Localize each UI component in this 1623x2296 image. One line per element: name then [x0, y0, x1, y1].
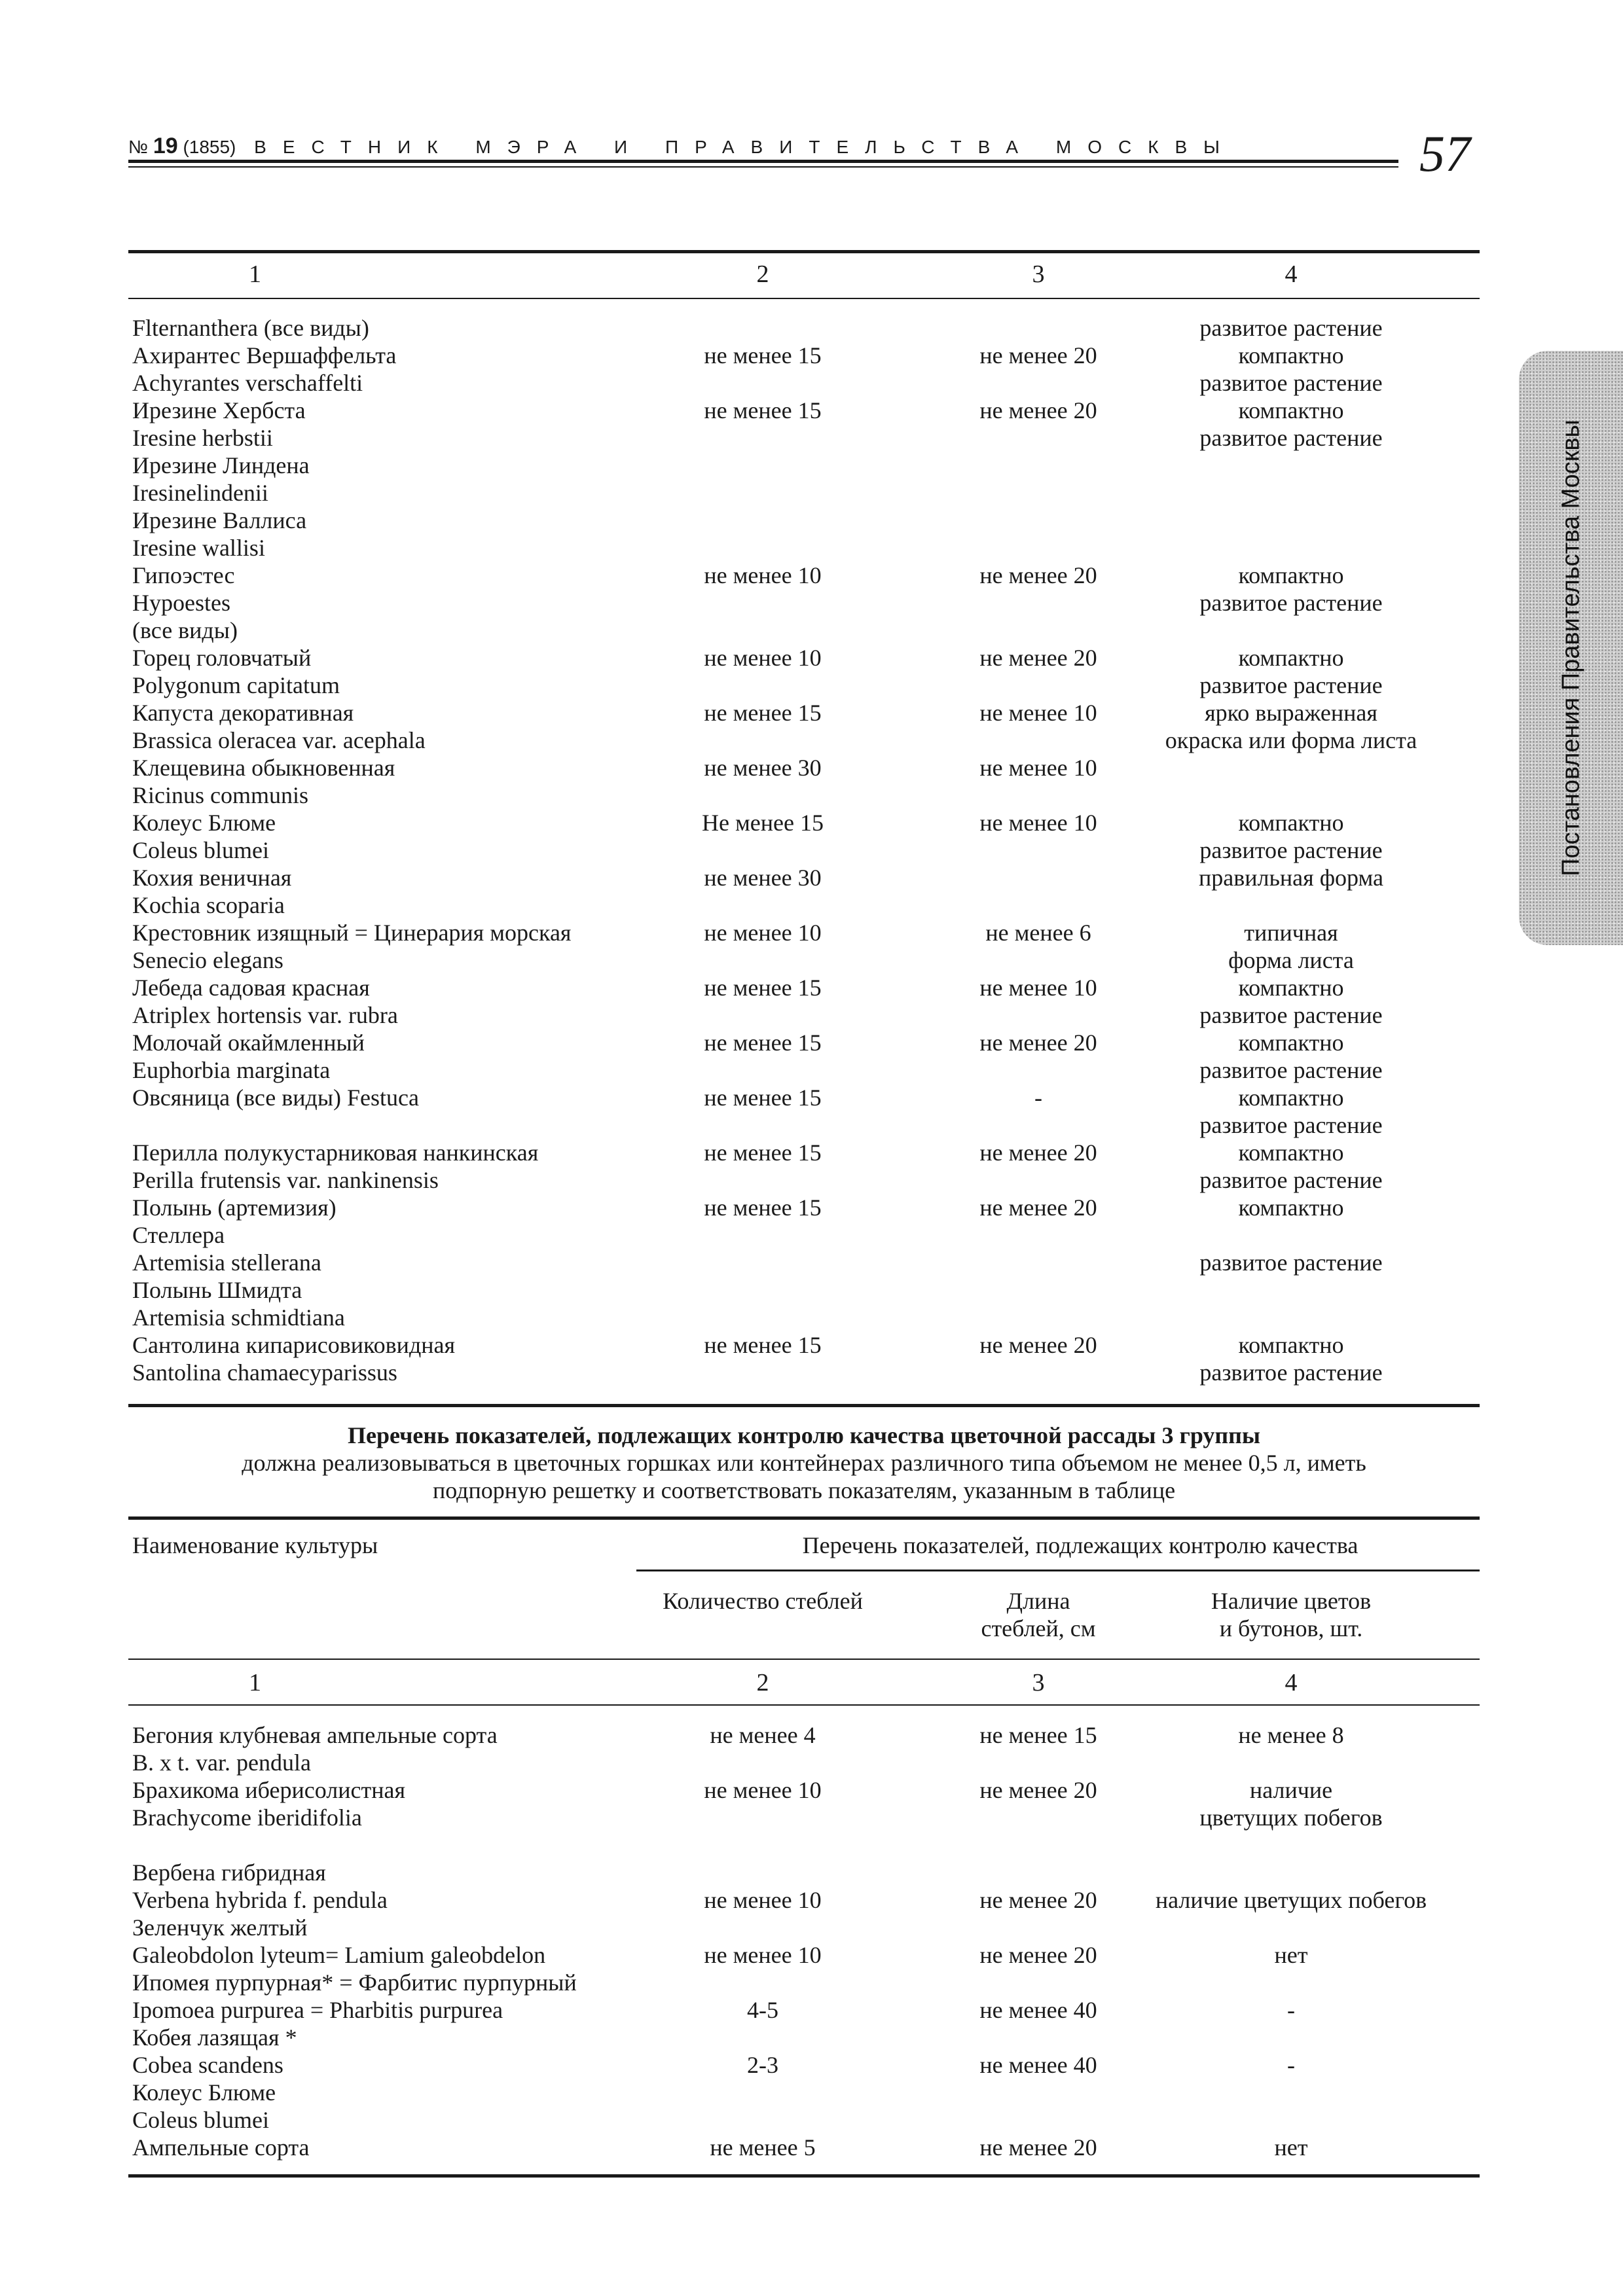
- table1-row-37-col-3: не менее 20: [979, 1332, 1097, 1358]
- table1-row-18-col-4: компактно: [1238, 810, 1344, 836]
- table1-row-13-col-4: развитое растение: [1199, 672, 1383, 698]
- table1-row-36-col-1: Artemisia schmidtiana: [132, 1304, 345, 1331]
- table1-row-10-col-4: развитое растение: [1199, 590, 1383, 616]
- table2-top-rule: [128, 1516, 1480, 1520]
- table2-row-6-col-4: наличие цветущих побегов: [1155, 1887, 1427, 1913]
- table2-row-6-col-1: Verbena hybrida f. pendula: [132, 1887, 388, 1913]
- table1-row-21-col-1: Kochia scoparia: [132, 892, 285, 918]
- table1-row-3-col-4: компактно: [1238, 397, 1344, 423]
- table2-head-stems: Количество стеблей: [663, 1588, 863, 1614]
- table1-row-23-col-1: Senecio elegans: [132, 947, 283, 973]
- table2-row-10-col-3: не менее 40: [979, 1997, 1097, 2023]
- header-rule-thin: [128, 166, 1398, 168]
- table1-header-rule: [128, 298, 1480, 299]
- table1-row-37-col-1: Сантолина кипарисовиковидная: [132, 1332, 456, 1358]
- table2-row-15-col-2: не менее 5: [710, 2134, 816, 2161]
- table2-row-6-col-3: не менее 20: [979, 1887, 1097, 1913]
- table1-row-22-col-3: не менее 6: [985, 920, 1091, 946]
- header-rule: [128, 160, 1398, 163]
- table2-row-14-col-1: Coleus blumei: [132, 2107, 269, 2133]
- table1-row-12-col-1: Горец головчатый: [132, 645, 312, 671]
- table1-row-8-col-1: Iresine wallisi: [132, 535, 265, 561]
- table1-row-24-col-3: не менее 10: [979, 975, 1097, 1001]
- table1-row-37-col-2: не менее 15: [704, 1332, 822, 1358]
- table1-row-14-col-4: ярко выраженная: [1205, 700, 1377, 726]
- table1-row-12-col-3: не менее 20: [979, 645, 1097, 671]
- table1-row-14-col-2: не менее 15: [704, 700, 822, 726]
- table1-row-4-col-1: Iresine herbstii: [132, 425, 273, 451]
- table1-row-12-col-4: компактно: [1238, 645, 1344, 671]
- table1-row-34-col-1: Artemisia stellerana: [132, 1249, 321, 1276]
- running-header: [128, 128, 1398, 181]
- table2-row-12-col-2: 2-3: [747, 2052, 778, 2078]
- table2-colnum-2: 2: [756, 1669, 769, 1696]
- section3-subtitle-line2: подпорную решетку и соответствовать показателям, указанным в таблице: [432, 1477, 1176, 1503]
- table1-row-3-col-2: не менее 15: [704, 397, 822, 423]
- table1-row-24-col-1: Лебеда садовая красная: [132, 975, 370, 1001]
- table1-row-3-col-3: не менее 20: [979, 397, 1097, 423]
- table1-row-1-col-4: компактно: [1238, 342, 1344, 368]
- table1-colnum-3: 3: [1032, 260, 1045, 288]
- table2-head-group: Перечень показателей, подлежащих контролю качества: [802, 1532, 1359, 1558]
- table1-row-18-col-2: Не менее 15: [702, 810, 824, 836]
- table1-row-9-col-4: компактно: [1238, 562, 1344, 588]
- table2-row-8-col-3: не менее 20: [979, 1942, 1097, 1968]
- table1-row-37-col-4: компактно: [1238, 1332, 1344, 1358]
- table1-row-10-col-1: Hypoestes: [132, 590, 230, 616]
- table1-row-19-col-4: развитое растение: [1199, 837, 1383, 863]
- table2-colnum-1: 1: [249, 1669, 261, 1696]
- table2-row-3-col-1: Brachycome iberidifolia: [132, 1804, 362, 1831]
- table1-row-28-col-3: -: [1034, 1085, 1042, 1111]
- header-text: [128, 134, 1236, 159]
- table1-row-22-col-2: не менее 10: [704, 920, 822, 946]
- table1-row-20-col-2: не менее 30: [704, 865, 822, 891]
- table2-row-8-col-2: не менее 10: [704, 1942, 822, 1968]
- table1-row-26-col-1: Молочай окаймленный: [132, 1030, 365, 1056]
- table1-row-23-col-4: форма листа: [1228, 947, 1354, 973]
- table1-row-24-col-2: не менее 15: [704, 975, 822, 1001]
- table1-row-22-col-1: Крестовник изящный = Цинерария морская: [132, 920, 572, 946]
- table2-row-7-col-1: Зеленчук желтый: [132, 1914, 308, 1941]
- table1-row-38-col-1: Santolina chamaecyparissus: [132, 1359, 397, 1386]
- table2-row-15-col-3: не менее 20: [979, 2134, 1097, 2161]
- table1-row-31-col-1: Perilla frutensis var. nankinensis: [132, 1167, 439, 1193]
- table1-row-38-col-4: развитое растение: [1199, 1359, 1383, 1386]
- table1-row-25-col-1: Atriplex hortensis var. rubra: [132, 1002, 398, 1028]
- table1-colnum-1: 1: [249, 260, 261, 288]
- table1-row-11-col-1: (все виды): [132, 617, 238, 643]
- table2-head-flowers-line2: и бутонов, шт.: [1219, 1615, 1363, 1641]
- table1-row-5-col-1: Ирезине Линдена: [132, 452, 310, 478]
- table2-colnum-rule: [128, 1704, 1480, 1706]
- table1-row-9-col-2: не менее 10: [704, 562, 822, 588]
- table2-row-10-col-4: -: [1287, 1997, 1295, 2023]
- table1-row-30-col-1: Перилла полукустарниковая нанкинская: [132, 1139, 539, 1166]
- table1-row-34-col-4: развитое растение: [1199, 1249, 1383, 1276]
- table1-row-18-col-3: не менее 10: [979, 810, 1097, 836]
- table1-row-7-col-1: Ирезине Валлиса: [132, 507, 307, 533]
- table2-row-12-col-1: Cobea scandens: [132, 2052, 283, 2078]
- table1-row-1-col-3: не менее 20: [979, 342, 1097, 368]
- table1-row-26-col-3: не менее 20: [979, 1030, 1097, 1056]
- table1-colnum-2: 2: [756, 260, 769, 288]
- section-side-tab: [1519, 351, 1623, 945]
- table1-row-30-col-4: компактно: [1238, 1139, 1344, 1166]
- table2-row-2-col-4: наличие: [1249, 1777, 1333, 1803]
- table1-row-32-col-4: компактно: [1238, 1194, 1344, 1221]
- issue-year: (1855): [183, 137, 236, 157]
- issue-prefix: №: [128, 137, 149, 157]
- table2-row-2-col-3: не менее 20: [979, 1777, 1097, 1803]
- table1-row-18-col-1: Колеус Блюме: [132, 810, 276, 836]
- table1-row-2-col-4: развитое растение: [1199, 370, 1383, 396]
- table1-row-1-col-2: не менее 15: [704, 342, 822, 368]
- table2-row-11-col-1: Кобея лазящая *: [132, 2024, 297, 2051]
- table1-row-3-col-1: Ирезине Хербста: [132, 397, 306, 423]
- table1-row-29-col-4: развитое растение: [1199, 1112, 1383, 1138]
- table2-header-rule: [128, 1659, 1480, 1660]
- table1-row-16-col-2: не менее 30: [704, 755, 822, 781]
- table1-row-27-col-4: развитое растение: [1199, 1057, 1383, 1083]
- table1-row-17-col-1: Ricinus communis: [132, 782, 308, 808]
- table2-row-2-col-1: Брахикома иберисолистная: [132, 1777, 406, 1803]
- table1-row-13-col-1: Polygonum capitatum: [132, 672, 340, 698]
- table1-row-28-col-2: не менее 15: [704, 1085, 822, 1111]
- table1-row-19-col-1: Coleus blumei: [132, 837, 269, 863]
- table1-row-20-col-1: Кохия веничная: [132, 865, 292, 891]
- table1-row-4-col-4: развитое растение: [1199, 425, 1383, 451]
- table1-row-26-col-4: компактно: [1238, 1030, 1344, 1056]
- table2-row-3-col-4: цветущих побегов: [1199, 1804, 1383, 1831]
- table2-row-12-col-4: -: [1287, 2052, 1295, 2078]
- table1-row-15-col-4: окраска или форма листа: [1165, 727, 1417, 753]
- table2-row-1-col-1: B. x t. var. pendula: [132, 1749, 311, 1776]
- table1-row-9-col-1: Гипоэстес: [132, 562, 235, 588]
- table1-top-rule: [128, 250, 1480, 253]
- section3-title: Перечень показателей, подлежащих контролю качества цветочной рассады 3 группы: [348, 1422, 1260, 1448]
- table1-colnum-4: 4: [1285, 260, 1298, 288]
- table2-colnum-4: 4: [1285, 1669, 1298, 1696]
- table1-row-22-col-4: типичная: [1244, 920, 1338, 946]
- table2-colnum-3: 3: [1032, 1669, 1045, 1696]
- table1-row-25-col-4: развитое растение: [1199, 1002, 1383, 1028]
- table2-row-8-col-4: нет: [1274, 1942, 1308, 1968]
- table1-row-0-col-1: Flternanthera (все виды): [132, 315, 369, 341]
- table2-row-6-col-2: не менее 10: [704, 1887, 822, 1913]
- table2-group-rule: [636, 1570, 1480, 1571]
- table1-bottom-rule: [128, 1404, 1480, 1407]
- table1-row-28-col-1: Овсяница (все виды) Festuca: [132, 1085, 419, 1111]
- table1-row-32-col-1: Полынь (артемизия): [132, 1194, 337, 1221]
- table1-row-30-col-3: не менее 20: [979, 1139, 1097, 1166]
- table1-row-14-col-1: Капуста декоративная: [132, 700, 354, 726]
- table2-row-0-col-2: не менее 4: [710, 1722, 816, 1748]
- table1-row-31-col-4: развитое растение: [1199, 1167, 1383, 1193]
- table2-row-9-col-1: Ипомея пурпурная* = Фарбитис пурпурный: [132, 1969, 577, 1996]
- table2-head-flowers-line1: Наличие цветов: [1211, 1588, 1372, 1614]
- section3-subtitle-line1: должна реализовываться в цветочных горшках или контейнерах различного типа объемом не менее 0,5 л, иметь: [242, 1450, 1366, 1476]
- table2-bottom-rule: [128, 2174, 1480, 2178]
- table2-row-12-col-3: не менее 40: [979, 2052, 1097, 2078]
- table1-row-6-col-1: Iresinelindenii: [132, 480, 268, 506]
- table2-row-0-col-3: не менее 15: [979, 1722, 1097, 1748]
- table2-head-length-line2: стеблей, см: [981, 1615, 1096, 1641]
- table1-row-30-col-2: не менее 15: [704, 1139, 822, 1166]
- table1-row-28-col-4: компактно: [1238, 1085, 1344, 1111]
- page-number: 57: [1419, 125, 1470, 182]
- table1-row-9-col-3: не менее 20: [979, 562, 1097, 588]
- table1-row-12-col-2: не менее 10: [704, 645, 822, 671]
- table2-row-8-col-1: Galeobdolon lyteum= Lamium galeobdelon: [132, 1942, 546, 1968]
- table2-row-0-col-4: не менее 8: [1238, 1722, 1344, 1748]
- table1-row-2-col-1: Achyrantes verschaffelti: [132, 370, 363, 396]
- table1-row-33-col-1: Стеллера: [132, 1222, 225, 1248]
- table1-row-35-col-1: Полынь Шмидта: [132, 1277, 302, 1303]
- table1-row-16-col-3: не менее 10: [979, 755, 1097, 781]
- table1-row-1-col-1: Ахирантес Вершаффельта: [132, 342, 397, 368]
- table1-row-14-col-3: не менее 10: [979, 700, 1097, 726]
- table1-row-32-col-3: не менее 20: [979, 1194, 1097, 1221]
- table2-row-10-col-1: Ipomoea purpurea = Pharbitis purpurea: [132, 1997, 503, 2023]
- table2-row-0-col-1: Бегония клубневая ампельные сорта: [132, 1722, 498, 1748]
- table1-row-24-col-4: компактно: [1238, 975, 1344, 1001]
- journal-title: ВЕСТНИК МЭРА И ПРАВИТЕЛЬСТВА МОСКВЫ: [254, 137, 1236, 157]
- table2-row-15-col-1: Ампельные сорта: [132, 2134, 310, 2161]
- table2-row-10-col-2: 4-5: [747, 1997, 778, 2023]
- table2-row-13-col-1: Колеус Блюме: [132, 2079, 276, 2106]
- table1-row-27-col-1: Euphorbia marginata: [132, 1057, 331, 1083]
- table2-row-15-col-4: нет: [1274, 2134, 1308, 2161]
- table2-row-5-col-1: Вербена гибридная: [132, 1859, 326, 1886]
- table1-row-32-col-2: не менее 15: [704, 1194, 822, 1221]
- table1-row-20-col-4: правильная форма: [1199, 865, 1383, 891]
- table1-row-16-col-1: Клещевина обыкновенная: [132, 755, 395, 781]
- table2-head-length-line1: Длина: [1006, 1588, 1070, 1614]
- table2-row-2-col-2: не менее 10: [704, 1777, 822, 1803]
- table1-row-15-col-1: Brassica oleracea var. acephala: [132, 727, 426, 753]
- table1-row-26-col-2: не менее 15: [704, 1030, 822, 1056]
- table1-row-0-col-4: развитое растение: [1199, 315, 1383, 341]
- issue-number: 19: [153, 134, 178, 158]
- side-tab-label: Постановления Правительства Москвы: [1557, 420, 1585, 876]
- table2-head-name: Наименование культуры: [132, 1532, 378, 1558]
